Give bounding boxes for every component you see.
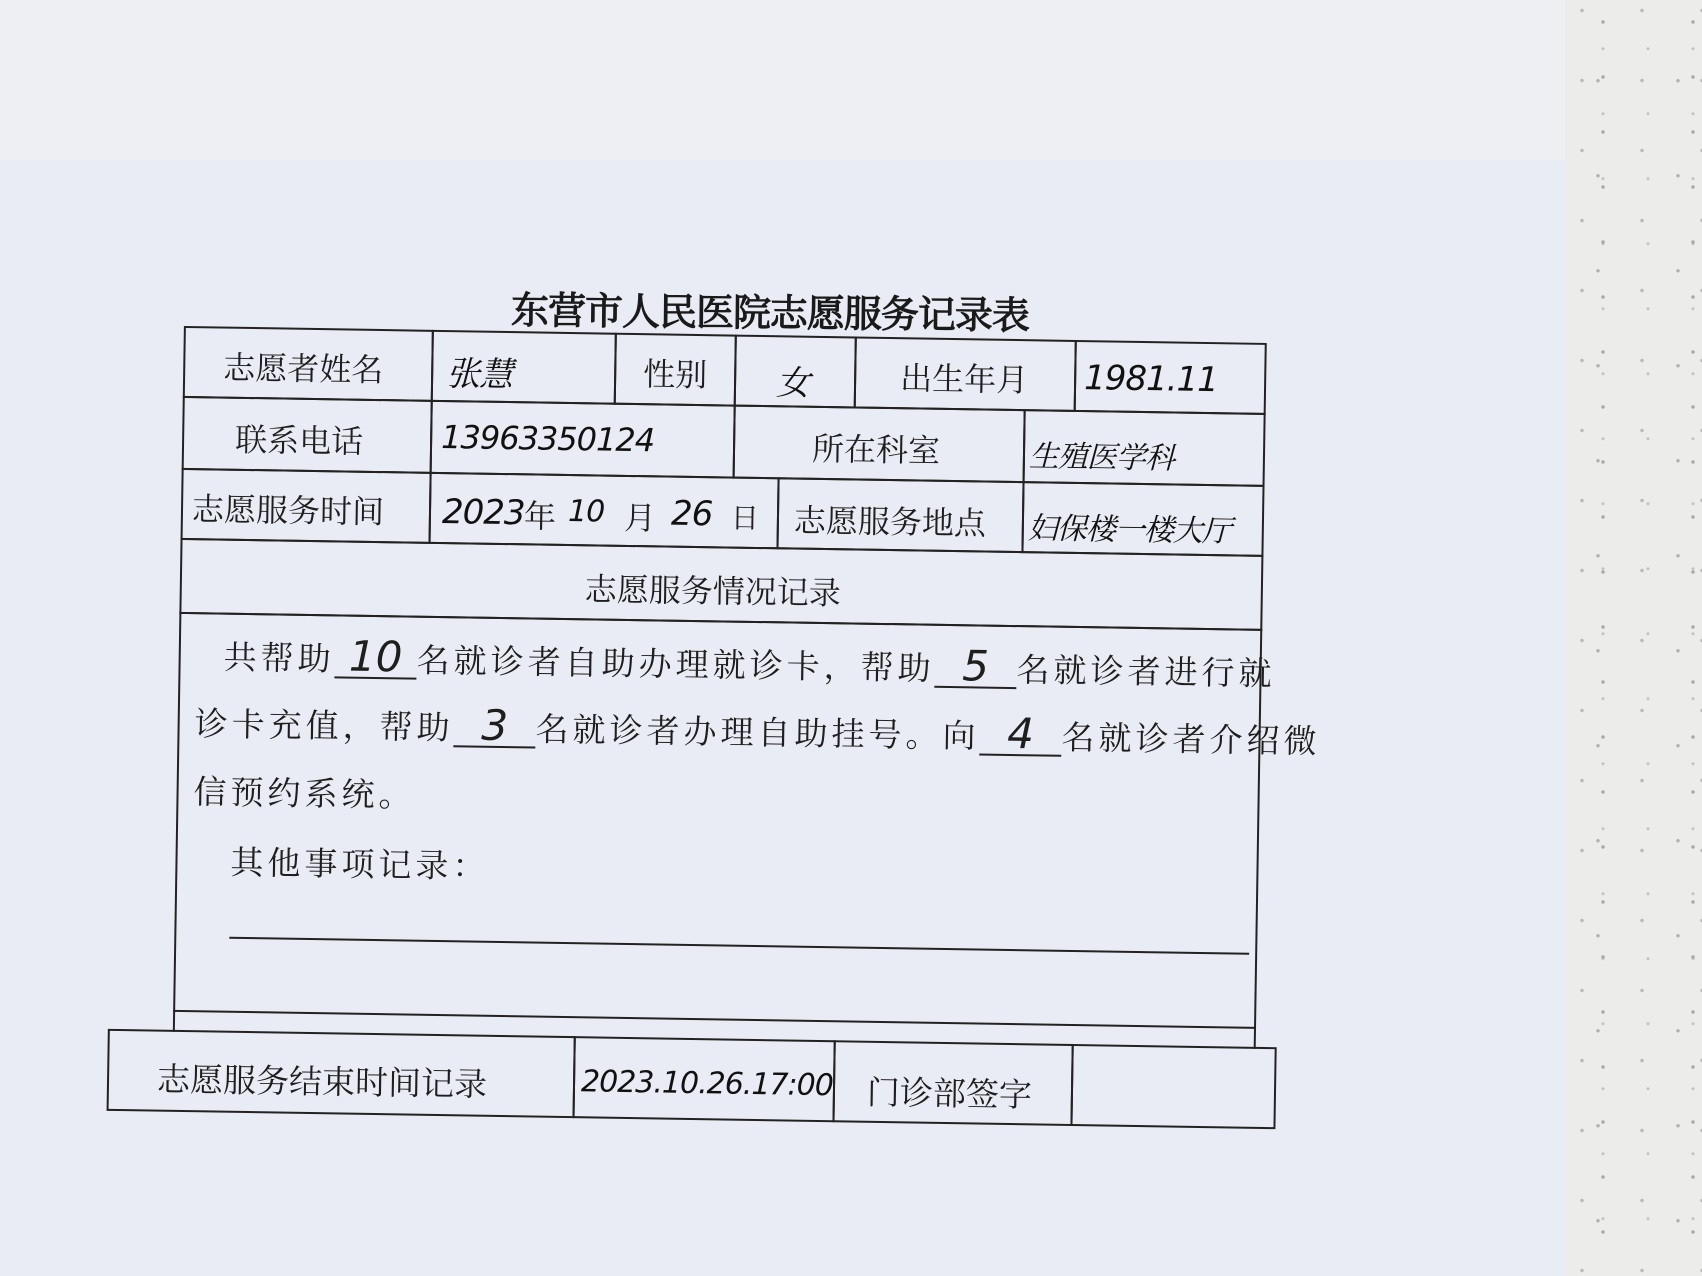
form-title: 东营市人民医院志愿服务记录表 bbox=[510, 287, 1030, 338]
time-month: 10 bbox=[567, 494, 605, 530]
record-text: 名就诊者进行就 bbox=[1016, 650, 1276, 694]
dept-label: 所在科室 bbox=[811, 429, 941, 470]
other-items-label: 其他事项记录： bbox=[230, 842, 490, 886]
name-value: 张慧 bbox=[445, 354, 513, 396]
end-value: 2023.10.26.17:00 bbox=[580, 1064, 834, 1104]
time-year-unit: 年 bbox=[523, 497, 557, 536]
count-recharge-blank: 5 bbox=[934, 646, 1017, 689]
gender-label: 性别 bbox=[642, 355, 708, 395]
count-register-blank: 3 bbox=[453, 705, 536, 748]
phone-value: 13963350124 bbox=[440, 418, 655, 460]
time-day-unit: 日 bbox=[730, 501, 760, 535]
place-value: 妇保楼一楼大厅 bbox=[1027, 511, 1232, 550]
record-text: 诊卡充值，帮助 bbox=[194, 704, 454, 748]
record-text: 名就诊者介绍微 bbox=[1061, 717, 1321, 761]
record-text: 名就诊者自助办理就诊卡，帮助 bbox=[416, 640, 935, 688]
time-label: 志愿服务时间 bbox=[191, 490, 385, 532]
gender-value: 女 bbox=[775, 363, 810, 404]
count-wechat-blank: 4 bbox=[979, 713, 1062, 756]
place-label: 志愿服务地点 bbox=[793, 501, 987, 543]
previous-page-edge bbox=[0, 0, 1565, 182]
sign-label: 门诊部签字 bbox=[866, 1072, 1033, 1115]
record-line-3: 信预约系统。 bbox=[193, 772, 416, 815]
record-form bbox=[115, 325, 1399, 1215]
time-month-unit: 月 bbox=[623, 498, 657, 538]
dept-value: 生殖医学科 bbox=[1028, 439, 1175, 477]
end-label: 志愿服务结束时间记录 bbox=[156, 1059, 488, 1104]
name-label: 志愿者姓名 bbox=[222, 348, 384, 390]
record-text: 共帮助 bbox=[223, 637, 335, 679]
count-card-blank: 10 bbox=[334, 636, 417, 679]
phone-label: 联系电话 bbox=[234, 420, 364, 461]
birth-value: 1981.11 bbox=[1083, 358, 1219, 401]
record-header: 志愿服务情况记录 bbox=[584, 570, 842, 613]
time-day: 26 bbox=[670, 493, 713, 535]
birth-label: 出生年月 bbox=[899, 359, 1029, 400]
sign-value-cell bbox=[1070, 1044, 1276, 1129]
time-year: 2023 bbox=[441, 492, 525, 534]
record-text: 名就诊者办理自助挂号。向 bbox=[535, 709, 980, 756]
